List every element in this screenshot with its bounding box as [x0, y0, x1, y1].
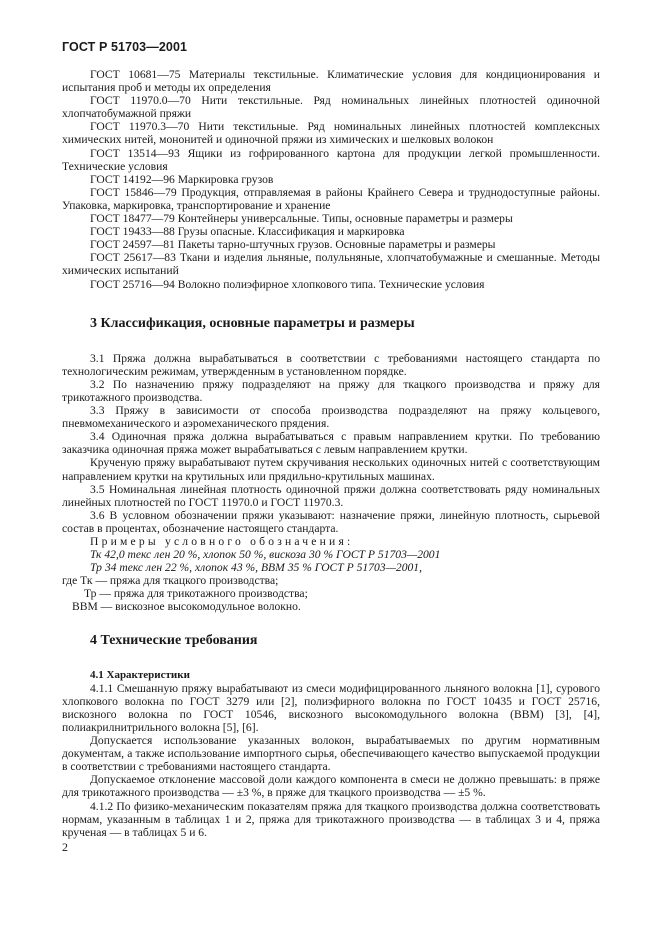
clause-3-1: 3.1 Пряжа должна вырабатываться в соответствии с требованиями настоящего стандарта по технологическим режимам, утвержденным в установленном порядке.: [62, 351, 600, 378]
page-number: 2: [62, 840, 68, 854]
reference-item: ГОСТ 19433—88 Грузы опасные. Классификация и маркировка: [90, 225, 405, 239]
definition-item: Тр — пряжа для трикотажного производства;: [84, 587, 308, 601]
definition-item: где Тк — пряжа для ткацкого производства;: [62, 574, 279, 588]
designation-example: Тк 42,0 текс лен 20 %, хлопок 50 %, вискоза 30 % ГОСТ Р 51703—2001: [90, 548, 441, 562]
definition-item: ВВМ — вискозное высокомодульное волокно.: [72, 600, 301, 614]
page-header-doc-id: ГОСТ Р 51703—2001: [62, 40, 188, 54]
reference-item: ГОСТ 14192—96 Маркировка грузов: [90, 172, 274, 186]
clause-3-2: 3.2 По назначению пряжу подразделяют на пряжу для ткацкого производства и пряжу для трикотажного производства.: [62, 377, 600, 404]
clause-3-4-paragraph: Крученую пряжу вырабатывают путем скручивания нескольких одиночных нитей с соответствующим направлением крутки на крутильных или прядильно-крутильных машинах.: [62, 456, 600, 483]
reference-item: ГОСТ 11970.0—70 Нити текстильные. Ряд номинальных линейных плотностей одиночной хлопчатобумажной пряжи: [62, 94, 600, 121]
reference-item: ГОСТ 18477—79 Контейнеры универсальные. Типы, основные параметры и размеры: [90, 212, 513, 226]
reference-item: ГОСТ 13514—93 Ящики из гофрированного картона для продукции легкой промышленности. Технические условия: [62, 146, 600, 173]
subsection-4-1-heading: 4.1 Характеристики: [90, 668, 190, 681]
reference-item: ГОСТ 15846—79 Продукция, отправляемая в районы Крайнего Севера и труднодоступные районы. Упаковка, маркировка, транспортирование и хранение: [62, 185, 600, 212]
reference-item: ГОСТ 24597—81 Пакеты тарно-штучных грузов. Основные параметры и размеры: [90, 238, 496, 252]
clause-3-5: 3.5 Номинальная линейная плотность одиночной пряжи должна соответствовать ряду номинальных линейных плотностей по ГОСТ 11970.0 и ГОСТ 11970.3.: [62, 482, 600, 509]
page-content: [62, 68, 600, 839]
reference-item: ГОСТ 25617—83 Ткани и изделия льняные, полульняные, хлопчатобумажные и смешанные. Методы химических испытаний: [62, 251, 600, 278]
clause-4-1-1-paragraph: Допускается использование указанных волокон, вырабатываемых по другим нормативным документам, а также использование импортного сырья, обеспечивающего качество выпускаемой продукции в соответствии с требованиями настоящего стандарта.: [62, 734, 600, 774]
section-3-heading: 3 Классификация, основные параметры и размеры: [90, 315, 415, 331]
designation-example: Тр 34 текс лен 22 %, хлопок 43 %, ВВМ 35 % ГОСТ Р 51703—2001,: [90, 561, 423, 575]
clause-3-4: 3.4 Одиночная пряжа должна вырабатываться с правым направлением крутки. По требованию заказчика одиночная пряжа может вырабатываться с левым направлением крутки.: [62, 430, 600, 457]
clause-3-3: 3.3 Пряжу в зависимости от способа производства подразделяют на пряжу кольцевого, пневмомеханического и аэромеханического прядения.: [62, 404, 600, 431]
reference-item: ГОСТ 11970.3—70 Нити текстильные. Ряд номинальных линейных плотностей комплексных химических нитей, мононитей и одиночной пряжи из химических и шелковых волокон: [62, 120, 600, 147]
clause-4-1-2: 4.1.2 По физико-механическим показателям пряжа для ткацкого производства должна соответствовать нормам, указанным в таблицах 1 и 2, пряжа для трикотажного производства — в таблицах 3 и 4, пряжа крученая — в таблицах 5 и 6.: [62, 799, 600, 839]
examples-label: Примеры условного обозначения:: [90, 535, 354, 548]
clause-4-1-1-paragraph: Допускаемое отклонение массовой доли каждого компонента в смеси не должно превышать: в пряже для трикотажного производства — ±3 %, в пряже для ткацкого производства — ±5 %.: [62, 773, 600, 800]
normative-references-list: [62, 68, 600, 291]
section-4-heading: 4 Технические требования: [90, 632, 258, 648]
section-3-body: [62, 352, 600, 614]
section-4-body: [62, 669, 600, 839]
clause-3-6: 3.6 В условном обозначении пряжи указывают: назначение пряжи, линейную плотность, сырьевой состав в процентах, обозначение настоящего стандарта.: [62, 508, 600, 535]
reference-item: ГОСТ 25716—94 Волокно полиэфирное хлопкового типа. Технические условия: [90, 277, 485, 291]
reference-item: ГОСТ 10681—75 Материалы текстильные. Климатические условия для кондиционирования и испытания проб и методы их определения: [62, 68, 600, 95]
clause-4-1-1: 4.1.1 Смешанную пряжу вырабатывают из смеси модифицированного льняного волокна [1], сурового хлопкового волокна по ГОСТ 3279 или [2], полиэфирного волокна по ГОСТ 10435 и ГОСТ 25716, вискозного волокна по ГОСТ 10546, вискозного высокомодульного волокна (ВВМ) [3], [4], полиакрилнитрильного волокна [5], [6].: [62, 681, 600, 734]
